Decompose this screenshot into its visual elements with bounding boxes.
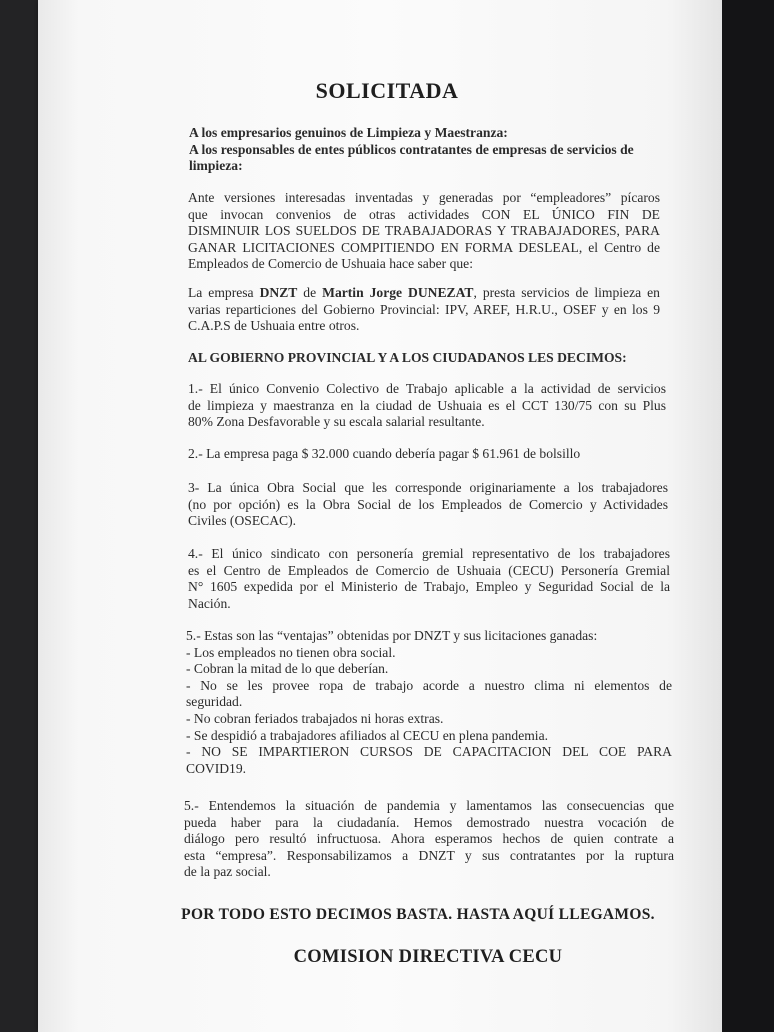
point-1-line: de limpieza y maestranza en la ciudad de Ushuaia es el CCT 130/75 con su Plus <box>188 397 666 413</box>
company-line-2: varias reparticiones del Gobierno Provincial: IPV, AREF, H.R.U., OSEF y en los 9 <box>188 301 660 317</box>
company-name: DNZT <box>259 285 298 300</box>
point-4-line: Nación. <box>188 595 231 611</box>
point-6 <box>184 798 674 881</box>
point-6-line: de la paz social. <box>184 864 271 880</box>
point-6-line: diálogo pero resultó infructuosa. Ahora esperamos hechos de quien contrate a <box>184 831 674 847</box>
point-3-line: 3- La única Obra Social que les corresponde originariamente a los trabajadores <box>188 480 668 495</box>
point-6-line: 5.- Entendemos la situación de pandemia y lamentamos las consecuencias que <box>184 798 674 813</box>
point-5-item: - NO SE IMPARTIERON CURSOS DE CAPACITACION DEL COE PARA <box>186 744 672 760</box>
section-heading: AL GOBIERNO PROVINCIAL Y A LOS CIUDADANOS LES DECIMOS: <box>188 350 627 365</box>
intro-line: DISMINUIR LOS SUELDOS DE TRABAJADORAS Y TRABAJADORES, PARA <box>188 223 660 239</box>
signature: COMISION DIRECTIVA CECU <box>293 947 563 967</box>
intro-line: Ante versiones interesadas inventadas y generadas por “empleadores” pícaros <box>188 190 660 205</box>
point-4-line: 4.- El único sindicato con personería gremial representativo de los trabajadores <box>188 546 670 561</box>
intro-line: que invocan convenios de otras actividades CON EL ÚNICO FIN DE <box>188 206 660 222</box>
point-4-line: N° 1605 expedida por el Ministerio de Trabajo, Empleo y Seguridad Social de la <box>188 579 670 595</box>
intro-line: GANAR LICITACIONES COMPITIENDO EN FORMA DESLEAL, el Centro de <box>188 239 660 255</box>
point-5-intro: 5.- Estas son las “ventajas” obtenidas por DNZT y sus licitaciones ganadas: <box>186 628 598 643</box>
address-line-2: A los responsables de entes públicos contratantes de empresas de servicios de <box>189 141 634 157</box>
address-line-3: limpieza: <box>189 158 243 174</box>
company-paragraph <box>188 285 660 335</box>
point-5-item: seguridad. <box>186 694 243 710</box>
intro-line: Empleados de Comercio de Ushuaia hace saber que: <box>188 256 473 272</box>
document-title: SOLICITADA <box>315 78 459 103</box>
company-mid: de <box>297 285 323 300</box>
point-2: 2.- La empresa paga $ 32.000 cuando debería pagar $ 61.961 de bolsillo <box>188 446 581 461</box>
company-prefix: La empresa <box>188 285 260 300</box>
company-owner: Martin Jorge DUNEZAT <box>322 285 474 300</box>
address-line-1: A los empresarios genuinos de Limpieza y Maestranza: <box>189 125 508 140</box>
point-1-line: 80% Zona Desfavorable y su escala salarial resultante. <box>188 414 485 430</box>
point-3 <box>188 480 668 530</box>
closing-statement: POR TODO ESTO DECIMOS BASTA. HASTA AQUÍ LLEGAMOS. <box>181 906 655 923</box>
intro-paragraph <box>188 190 660 273</box>
address-block <box>189 125 659 175</box>
point-5-item: - Los empleados no tienen obra social. <box>186 644 396 660</box>
point-4 <box>188 546 670 612</box>
point-1-line: 1.- El único Convenio Colectivo de Trabajo aplicable a la actividad de servicios <box>188 381 666 396</box>
background-right <box>722 0 774 1032</box>
point-6-line: pueda haber para la ciudadanía. Hemos demostrado nuestra vocación de <box>184 814 674 830</box>
point-6-line: esta “empresa”. Responsabilizamos a DNZT y sus contratantes por la ruptura <box>184 847 674 863</box>
point-4-line: es el Centro de Empleados de Comercio de Ushuaia (CECU) Personería Gremial <box>188 562 670 578</box>
background-left <box>0 0 38 1032</box>
company-rest: , presta servicios de limpieza en <box>473 285 660 300</box>
point-3-line: Civiles (OSECAC). <box>188 513 296 529</box>
company-line-3: C.A.P.S de Ushuaia entre otros. <box>188 318 360 334</box>
point-1 <box>188 381 666 431</box>
point-5-item: - No cobran feriados trabajados ni horas extras. <box>186 710 444 726</box>
point-5-item: COVID19. <box>186 760 247 776</box>
point-3-line: (no por opción) es la Obra Social de los Empleados de Comercio y Actividades <box>188 496 668 512</box>
point-5-item: - Cobran la mitad de lo que deberían. <box>186 661 389 677</box>
point-5-item: - Se despidió a trabajadores afiliados al CECU en plena pandemia. <box>186 727 549 743</box>
company-line-1 <box>188 285 660 302</box>
point-5-item: - No se les provee ropa de trabajo acorde a nuestro clima ni elementos de <box>186 677 672 693</box>
point-5 <box>186 628 672 777</box>
